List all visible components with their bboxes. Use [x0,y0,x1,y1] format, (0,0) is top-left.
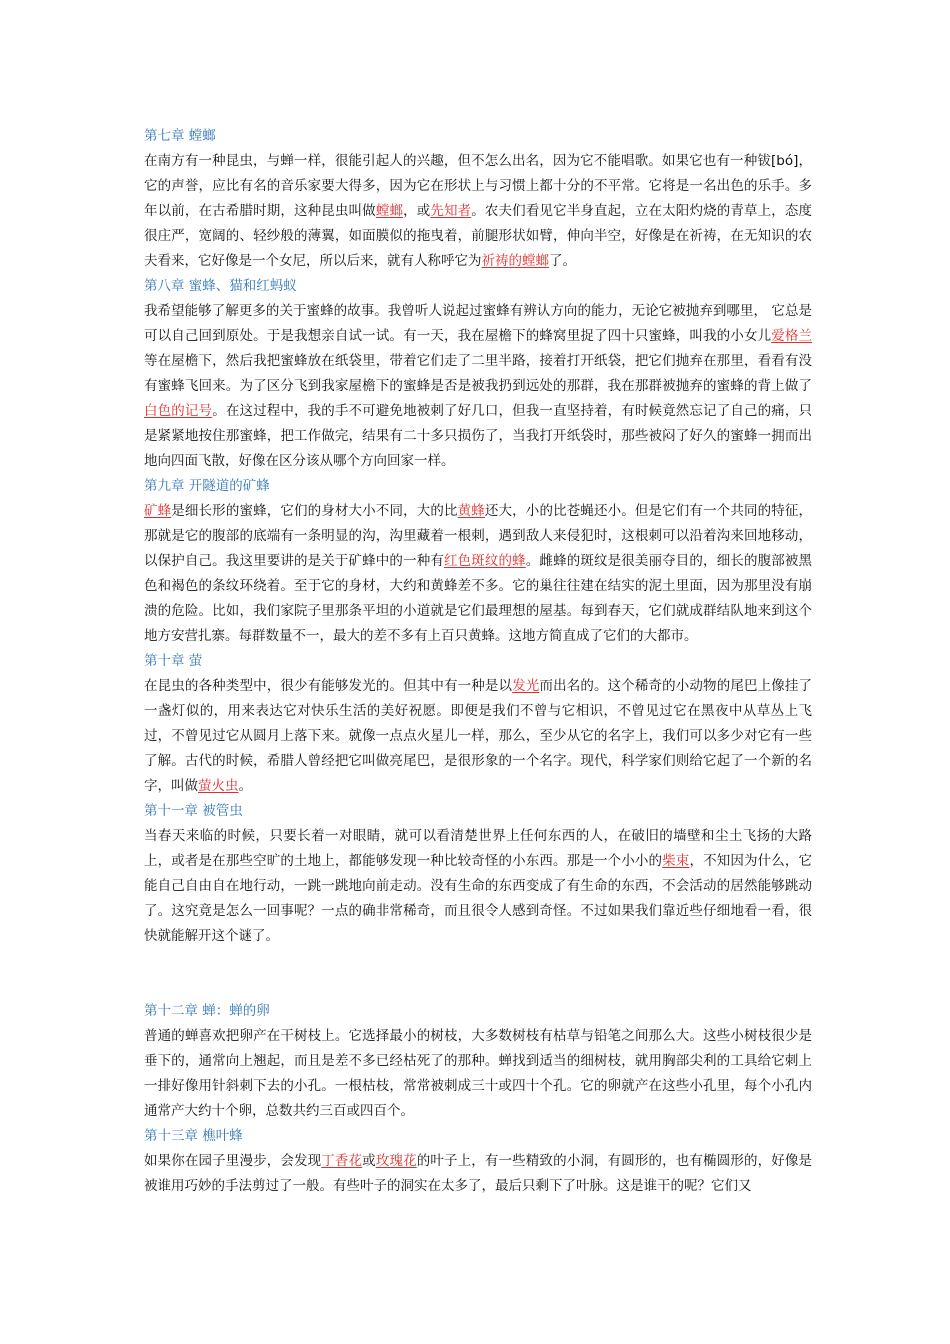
text-run: 了。 [549,253,576,269]
text-run: 在昆虫的各种类型中，很少有能够发光的。但其中有一种是以 [144,678,513,694]
text-run: 。在这过程中，我的手不可避免地被刺了好几口，但我一直坚持着，有时候竟然忘记了自己的痛，只是紧紧地按住那蜜蜂，把工作做完，结果有二十多只损伤了，当我打开纸袋时，那些被闷了好久的蜜蜂一拥而出地向四面飞散，好像在区分该从哪个方向回家一样。 [144,403,813,469]
text-run: 或 [362,1153,376,1169]
section-ch7 [144,124,812,274]
text-run: 。农夫们看见它半身直起，立在太阳灼烧的青草上，态度很庄严，宽阔的、轻纱般的薄翼，如面膜似的拖曳着，前腿形状如臂，伸向半空，好像是在祈祷，在无知识的农夫看来，它好像是一个女尼，所以后来，就有人称呼它为 [144,203,813,269]
highlight-link[interactable]: 柴束 [662,853,690,869]
highlight-link[interactable]: 祈祷的螳螂 [481,253,549,269]
section-spacer [144,949,812,999]
text-run: 。 [238,778,252,794]
highlight-link[interactable]: 螳螂 [375,203,404,219]
section-ch9 [144,474,812,649]
chapter-paragraph [144,674,812,799]
highlight-link[interactable]: 发光 [512,678,540,694]
highlight-link[interactable]: 萤火虫 [198,778,239,794]
text-run: 我希望能够了解更多的关于蜜蜂的故事。我曾听人说起过蜜蜂有辨认方向的能力，无论它被抛弃到哪里， 它总是可以自己回到原处。于是我想亲自试一试。有一天，我在屋檐下的蜂窝里捉了四十只蜜蜂，叫我的小女儿 [144,303,812,344]
document-body [144,124,812,1199]
highlight-link[interactable]: 玫瑰花 [375,1153,417,1169]
chapter-paragraph [144,1024,812,1124]
text-run: 还大，小的比苍蝇还小。但是它们有一个共同的特征，那就是它的腹部的底端有一条明显的沟，沟里藏着一根刺，遇到敌人来侵犯时，这根刺可以沿着沟来回地移动，以保护自己。我这里要讲的是关于矿蜂中的一种有 [144,503,813,569]
highlight-link[interactable]: 丁香花 [321,1153,363,1169]
chapter-paragraph [144,824,812,949]
section-ch11 [144,799,812,949]
chapter-paragraph [144,499,812,649]
text-run: 等在屋檐下，然后我把蜜蜂放在纸袋里，带着它们走了二里半路，接着打开纸袋，把它们抛弃在那里，看看有没有蜜蜂飞回来。为了区分飞到我家屋檐下的蜜蜂是否是被我扔到远处的那群，我在那群被抛弃的蜜蜂的背上做了 [144,353,812,394]
text-run: 是细长形的蜜蜂，它们的身材大小不同，大的比 [171,503,458,519]
section-ch8 [144,274,812,474]
highlight-link[interactable]: 红色斑纹的蜂 [443,553,526,569]
section-ch12 [144,999,812,1124]
text-run: 的叶子上，有一些精致的小洞，有圆形的，也有椭圆形的，好像是被谁用巧妙的手法剪过了一般。有些叶子的洞实在太多了，最后只剩下了叶脉。这是谁干的呢？它们又 [144,1153,813,1194]
chapter-paragraph [144,1149,812,1199]
chapter-paragraph [144,149,812,274]
text-run: 当春天来临的时候，只要长着一对眼睛，就可以看清楚世界上任何东西的人，在破旧的墙壁和尘土飞扬的大路上，或者是在那些空旷的土地上，都能够发现一种比较奇怪的小东西。那是一个小小的 [144,828,812,869]
text-run: 而出名的。这个稀奇的小动物的尾巴上像挂了一盏灯似的，用来表达它对快乐生活的美好祝愿。即便是我们不曾与它相识，不曾见过它在黑夜中从草丛上飞过，不曾见过它从圆月上落下来。就像一点点火星儿一样，那么，至少从它的名字上，我们可以多少对它有一些了解。古代的时候，希腊人曾经把它叫做亮尾巴，是很形象的一个名字。现代，科学家们则给它起了一个新的名字，叫做 [144,678,813,794]
text-run: 如果你在园子里漫步，会发现 [144,1153,322,1169]
text-run: 普通的蝉喜欢把卵产在干树枝上。它选择最小的树枝，大多数树枝有枯草与铅笔之间那么大。这些小树枝很少是垂下的，通常向上翘起，而且是差不多已经枯死了的那种。蝉找到适当的细树枝，就用胸部尖利的工具给它刺上一排好像用针斜刺下去的小孔。一根枯枝，常常被刺成三十或四十个孔。它的卵就产在这些小孔里，每个小孔内通常产大约十个卵，总数共约三百或四百个。 [144,1028,812,1119]
highlight-link[interactable]: 矿蜂 [144,503,172,519]
chapter-heading: 第十章 萤 [144,653,203,669]
chapter-heading: 第七章 螳螂 [144,128,216,144]
chapter-heading: 第八章 蜜蜂、猫和红蚂蚁 [144,278,297,294]
chapter-heading: 第十一章 被管虫 [144,803,243,819]
chapter-paragraph [144,299,812,474]
highlight-link[interactable]: 白色的记号 [144,403,213,419]
chapter-heading: 第十三章 樵叶蜂 [144,1128,243,1144]
text-run: 。雌蜂的斑纹是很美丽夺目的，细长的腹部被黑色和褐色的条纹环绕着。至于它的身材，大约和黄蜂差不多。它的巢往往建在结实的泥土里面，因为那里没有崩溃的危险。比如，我们家院子里那条平坦的小道就是它们最理想的屋基。每到春天，它们就成群结队地来到这个地方安营扎寨。每群数量不一，最大的差不多有上百只黄蜂。这地方简直成了它们的大都市。 [144,553,813,644]
text-run: ，不知因为什么，它能自己自由自在地行动，一跳一跳地向前走动。没有生命的东西变成了有生命的东西，不会活动的居然能够跳动了。这究竟是怎么一回事呢？一点的确非常稀奇，而且很令人感到奇怪。不过如果我们靠近些仔细地看一看，很快就能解开这个谜了。 [144,853,813,944]
highlight-link[interactable]: 先知者 [430,203,472,219]
chapter-heading: 第九章 开隧道的矿蜂 [144,478,270,494]
text-run: 在南方有一种昆虫，与蝉一样，很能引起人的兴趣，但不怎么出名，因为它不能唱歌。如果它也有一种钹[bó]，它的声誉，应比有名的音乐家要大得多，因为它在形状上与习惯上都十分的不平常。它将是一名出色的乐手。多年以前，在古希腊时期，这种昆虫叫做 [144,153,812,219]
highlight-link[interactable]: 黄蜂 [457,503,485,519]
section-ch13 [144,1124,812,1199]
chapter-heading: 第十二章 蝉：蝉的卵 [144,1003,270,1019]
text-run: ，或 [403,203,431,219]
section-ch10 [144,649,812,799]
highlight-link[interactable]: 爱格兰 [771,328,813,344]
